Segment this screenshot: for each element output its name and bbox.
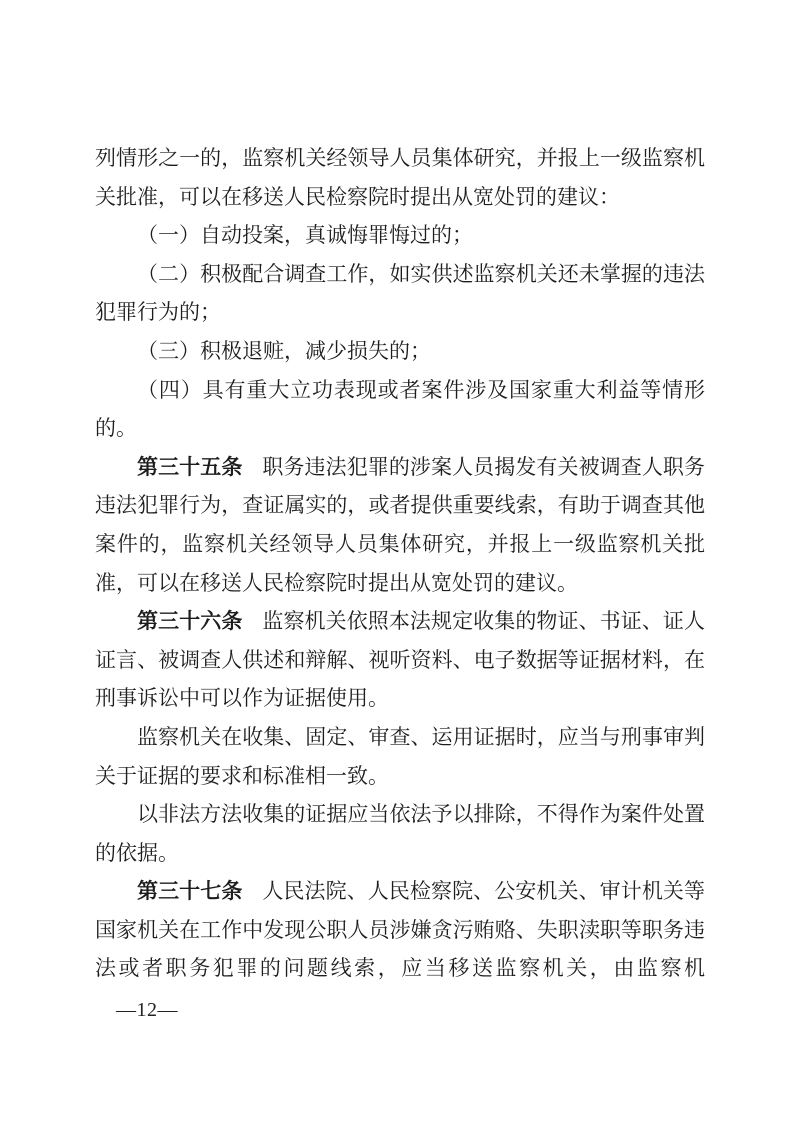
list-item-2: （二）积极配合调查工作，如实供述监察机关还未掌握的违法犯罪行为的；	[95, 261, 705, 325]
article-35-text: 职务违法犯罪的涉案人员揭发有关被调查人职务违法犯罪行为，查证属实的，或者提供重要线索，有助于调查其他案件的，监察机关经领导人员集体研究，并报上一级监察机关批准，可以在移送人民检察院时提出从宽处罚的建议。	[95, 454, 706, 595]
list-item-4: （四）具有重大立功表现或者案件涉及国家重大利益等情形的。	[95, 377, 705, 441]
article-36-paragraph-3: 以非法方法收集的证据应当依法予以排除，不得作为案件处置的依据。	[95, 802, 705, 865]
article-35-paragraph	[95, 448, 705, 602]
paragraph-continuation: 列情形之一的，监察机关经领导人员集体研究，并报上一级监察机关批准，可以在移送人民检察院时提出从宽处罚的建议：	[95, 146, 705, 209]
article-36-text: 监察机关依照本法规定收集的物证、书证、证人证言、被调查人供述和辩解、视听资料、电子数据等证据材料，在刑事诉讼中可以作为证据使用。	[95, 609, 706, 711]
article-37-paragraph	[95, 872, 705, 988]
list-item-1: （一）自动投案，真诚悔罪悔过的；	[137, 223, 473, 248]
article-36-paragraph-2: 监察机关在收集、固定、审查、运用证据时，应当与刑事审判关于证据的要求和标准相一致。	[95, 724, 705, 788]
article-37-text: 人民法院、人民检察院、公安机关、审计机关等国家机关在工作中发现公职人员涉嫌贪污贿赂、失职渎职等职务违法或者职务犯罪的问题线索，应当移送监察机关，由监察机	[95, 879, 706, 981]
article-36-paragraph	[95, 602, 705, 718]
article-37-number: 第三十七条	[137, 879, 243, 904]
document-body	[95, 139, 705, 988]
page-number: —12—	[116, 999, 178, 1021]
article-35-number: 第三十五条	[137, 454, 243, 479]
list-item-3: （三）积极退赃，减少损失的；	[137, 338, 431, 363]
article-36-number: 第三十六条	[137, 609, 243, 634]
